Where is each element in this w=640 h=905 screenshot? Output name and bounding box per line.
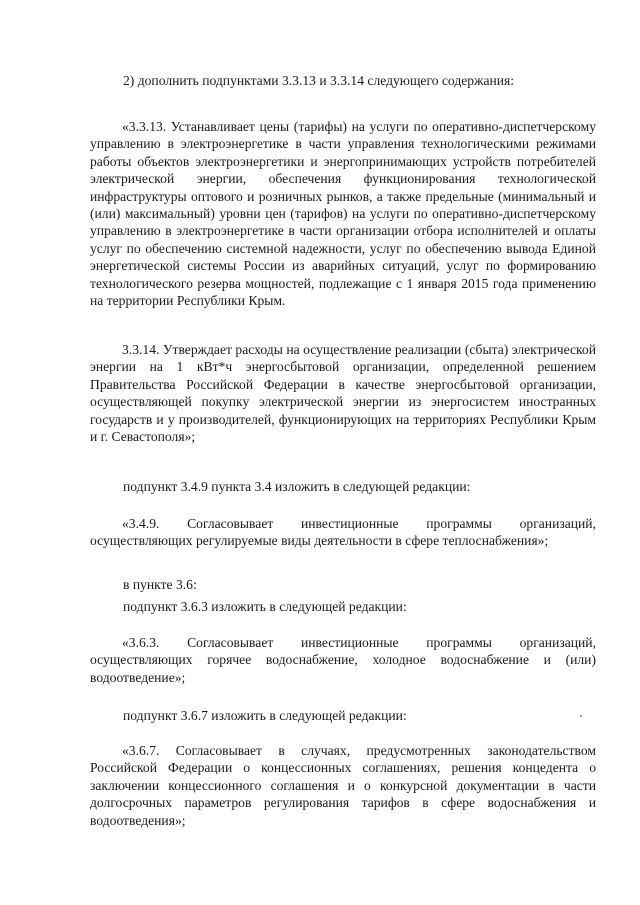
paragraph-3-4-9: «3.4.9. Согласовывает инвестиционные программы организаций, осуществляющих регулируемые виды деятельности в сфере теплоснабжения»;: [90, 516, 596, 549]
point-3-6-instruction: в пункте 3.6:: [123, 577, 197, 592]
subpoint-3-6-7-instruction: подпункт 3.6.7 изложить в следующей редакции:: [123, 708, 407, 723]
subpoint-3-6-3-instruction: подпункт 3.6.3 изложить в следующей редакции:: [123, 599, 407, 614]
paragraph-3-6-3: «3.6.3. Согласовывает инвестиционные программы организаций, осуществляющих горячее водоснабжение, холодное водоснабжение и (или) водоотведение»;: [90, 635, 596, 685]
paragraph-3-3-13: «3.3.13. Устанавливает цены (тарифы) на услуги по оперативно-диспетчерскому управлению в электроэнергетике в части управления технологическими режимами работы объектов электроэнергетики и энергопринимающих устройств потребителей электрической энергии, обеспечения функционирования технологической инфраструктуры оптового и розничных рынков, а также предельные (минимальный и (или) максимальный) уровни цен (тарифов) на услуги по оперативно-диспетчерскому управлению в электроэнергетике в части организации отбора исполнителей и оплаты услуг по обеспечению системной надежности, услуг по обеспечению вывода Единой энергетической системы России из аварийных ситуаций, услуг по формированию технологического резерва мощностей, подлежащие с 1 января 2015 года применению на территории Республики Крым.: [90, 119, 596, 309]
paragraph-3-6-7: «3.6.7. Согласовывает в случаях, предусмотренных законодательством Российской Федерации о концессионных соглашениях, решения концедента о заключении концессионного соглашения и о конкурсной документации в части долгосрочных параметров регулирования тарифов в сфере водоснабжения и водоотведения»;: [90, 743, 596, 828]
scan-speck: [580, 715, 582, 717]
paragraph-3-3-14: 3.3.14. Утверждает расходы на осуществление реализации (сбыта) электрической энергии на 1 кВт*ч энергосбытовой организации, определенной решением Правительства Российской Федерации в качестве энергосбытовой организации, осуществляющей покупку электрической энергии из энергосистем иностранных государств и у производителей, функционирующих на территориях Республики Крым и г. Севастополя»;: [90, 342, 596, 445]
subpoint-3-4-9-instruction: подпункт 3.4.9 пункта 3.4 изложить в следующей редакции:: [123, 479, 471, 494]
amendment-intro-line: 2) дополнить подпунктами 3.3.13 и 3.3.14 следующего содержания:: [123, 73, 515, 88]
